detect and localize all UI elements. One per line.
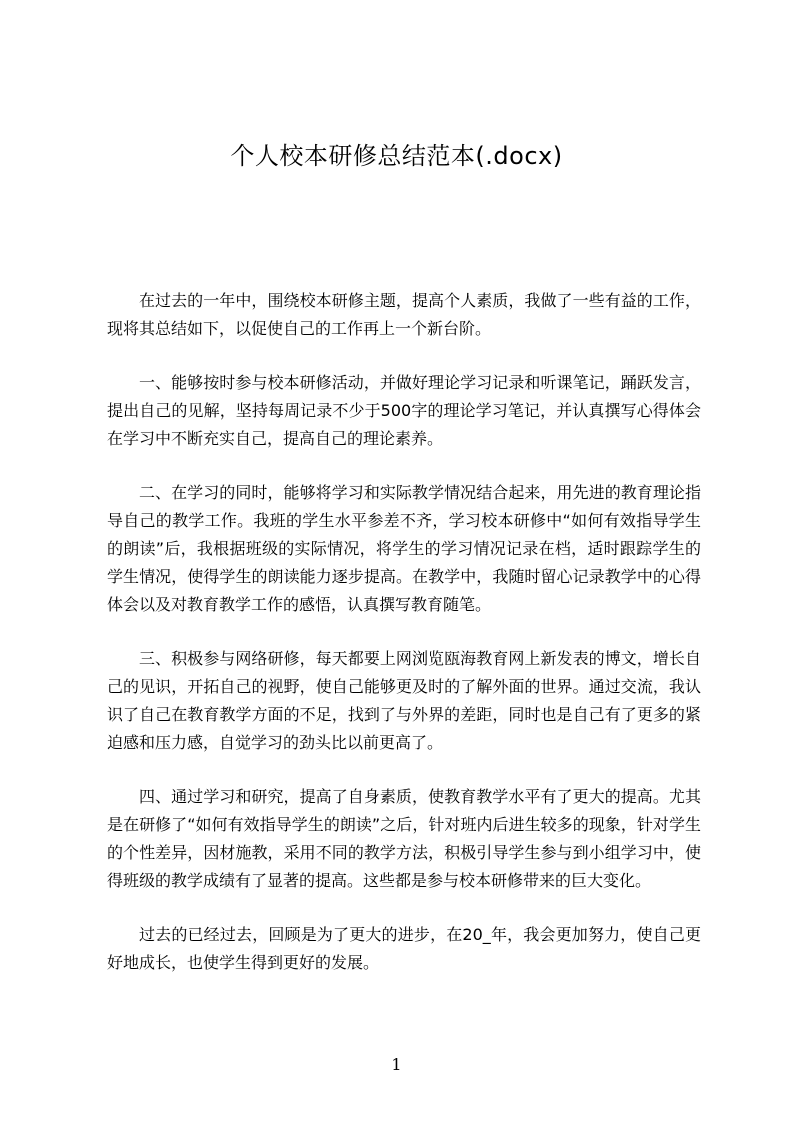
- paragraph-section-2: 二、在学习的同时，能够将学习和实际教学情况结合起来，用先进的教育理论指导自己的教学工作。我班的学生水平参差不齐，学习校本研修中“如何有效指导学生的朗读”后，我根据班级的实际情况，将学生的学习情况记录在档，适时跟踪学生的学生情况，使得学生的朗读能力逐步提高。在教学中，我随时留心记录教学中的心得体会以及对教育教学工作的感悟，认真撰写教育随笔。: [107, 483, 701, 614]
- document-title: 个人校本研修总结范本(.docx): [230, 142, 563, 170]
- paragraph-section-1: 一、能够按时参与校本研修活动，并做好理论学习记录和听课笔记，踊跃发言，提出自己的见解，坚持每周记录不少于500字的理论学习笔记，并认真撰写心得体会在学习中不断充实自己，提高自己的理论素养。: [107, 373, 701, 448]
- document-body: [107, 287, 701, 1003]
- paragraph-section-4: 四、通过学习和研究，提高了自身素质，使教育教学水平有了更大的提高。尤其是在研修了“如何有效指导学生的朗读”之后，针对班内后进生较多的现象，针对学生的个性差异，因材施教，采用不同的教学方法，积极引导学生参与到小组学习中，使得班级的教学成绩有了显著的提高。这些都是参与校本研修带来的巨大变化。: [107, 787, 701, 890]
- page-number: 1: [391, 1055, 402, 1074]
- paragraph-conclusion: 过去的已经过去，回顾是为了更大的进步，在20_年，我会更加努力，使自己更好地成长，也使学生得到更好的发展。: [107, 925, 701, 972]
- paragraph-intro: 在过去的一年中，围绕校本研修主题，提高个人素质，我做了一些有益的工作，现将其总结如下，以促使自己的工作再上一个新台阶。: [107, 291, 701, 338]
- paragraph-section-3: 三、积极参与网络研修，每天都要上网浏览瓯海教育网上新发表的博文，增长自己的见识，开拓自己的视野，使自己能够更及时的了解外面的世界。通过交流，我认识了自己在教育教学方面的不足，找到了与外界的差距，同时也是自己有了更多的紧迫感和压力感，自觉学习的劲头比以前更高了。: [107, 649, 701, 752]
